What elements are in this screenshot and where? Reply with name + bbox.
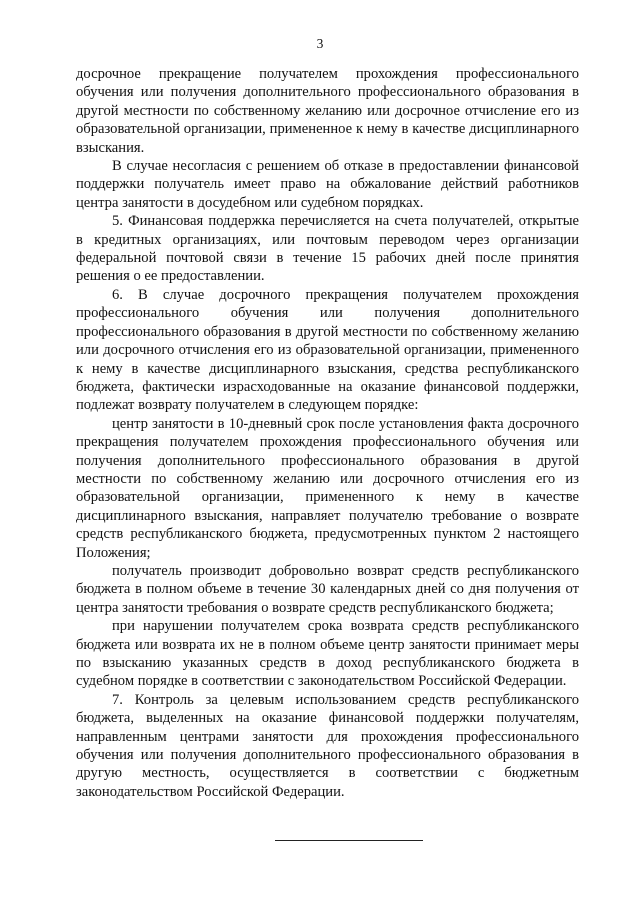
paragraph-item-6-step-3: при нарушении получателем срока возврата средств республиканского бюджета или возврата их не в полном объеме центр занятости принимает меры по взысканию указанных средств в доход республиканского бюджета в судебном порядке в соответствии с законодательством Российской Федерации. (76, 618, 579, 690)
paragraph-appeal-right: В случае несогласия с решением об отказе в предоставлении финансовой поддержки получатель имеет право на обжалование действий работников центра занятости в досудебном или судебном порядках. (76, 158, 579, 211)
document-body (76, 65, 579, 801)
paragraph-item-7: 7. Контроль за целевым использованием средств республиканского бюджета, выделенных на оказание финансовой поддержки получателям, направленным центрами занятости для прохождения профессионального обучения или получения дополнительного профессионального образования в другую местность, осуществляется в соответствии с бюджетным законодательством Российской Федерации. (76, 691, 579, 800)
paragraph-continuation: досрочное прекращение получателем прохождения профессионального обучения или получения дополнительного профессионального образования в другой местности по собственному желанию или досрочное отчисление его из образовательной организации, примененное к нему в качестве дисциплинарного взыскания. (76, 66, 579, 156)
paragraph-item-6: 6. В случае досрочного прекращения получателем прохождения профессионального обучения или получения дополнительного профессионального образования в другой местности по собственному желанию или досрочного отчисления его из образовательной организации, примененного к нему в качестве дисциплинарного взыскания, средства республиканского бюджета, фактически израсходованные на оказание финансовой поддержки, подлежат возврату получателем в следующем порядке: (76, 286, 579, 414)
page-number: 3 (316, 36, 324, 51)
paragraph-item-6-step-2: получатель производит добровольно возврат средств республиканского бюджета в полном объеме в течение 30 календарных дней со дня получения от центра занятости требования о возврате средств республиканского бюджета; (76, 562, 579, 616)
end-of-document-rule (275, 840, 423, 841)
paragraph-item-6-step-1: центр занятости в 10-дневный срок после установления факта досрочного прекращения получателем прохождения профессионального обучения или получения дополнительного профессионального образования в другой местности по собственному желанию или досрочного отчисления его из образовательной организации, примененного к нему в качестве дисциплинарного взыскания, направляет получателю требование о возврате средств республиканского бюджета, предусмотренных пунктом 2 настоящего Положения; (76, 415, 579, 561)
paragraph-item-5: 5. Финансовая поддержка перечисляется на счета получателей, открытые в кредитных организациях, или почтовым переводом через организации федеральной почтовой связи в течение 15 рабочих дней после принятия решения о ее предоставлении. (76, 213, 579, 285)
